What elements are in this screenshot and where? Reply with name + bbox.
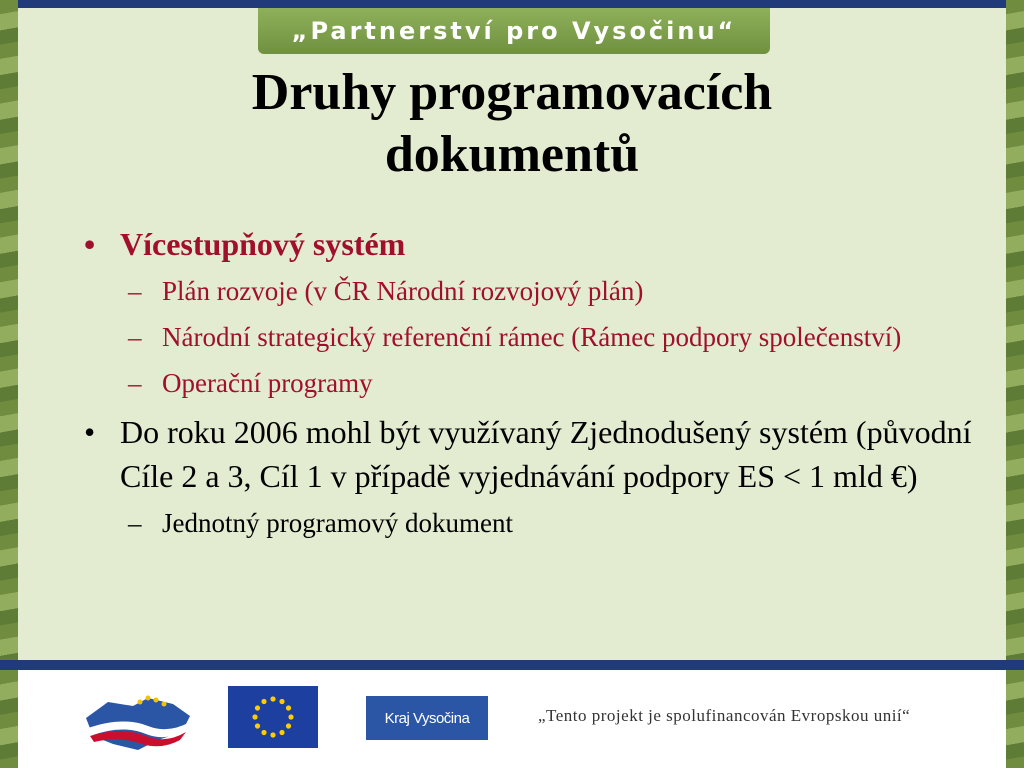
left-decor-border xyxy=(0,0,18,768)
bullet-text: Vícestupňový systém xyxy=(120,226,406,262)
right-decor-border xyxy=(1006,0,1024,768)
slide-title-line2: dokumentů xyxy=(384,126,640,183)
cofinancing-note: „Tento projekt je spolufinancován Evropskou unií“ xyxy=(538,706,911,725)
bullet-marker: • xyxy=(84,226,96,262)
dash-marker: – xyxy=(128,276,142,306)
sub-bullet-text: Národní strategický referenční rámec (Rámec podpory společenství) xyxy=(162,322,902,352)
bullet-item xyxy=(80,222,980,266)
dash-marker: – xyxy=(128,322,142,352)
slide-title-line1: Druhy programovacích xyxy=(251,64,773,121)
bullet-item xyxy=(80,410,980,498)
header-banner: „Partnerství pro Vysočinu“ xyxy=(258,8,770,54)
sub-bullet-text: Plán rozvoje (v ČR Národní rozvojový plán) xyxy=(162,276,644,306)
footer xyxy=(18,670,1006,768)
dash-marker: – xyxy=(128,368,142,398)
eu-flag-logo xyxy=(228,686,318,748)
kraj-vysocina-logo: Kraj Vysočina xyxy=(366,696,488,740)
sub-bullet-item xyxy=(80,364,980,402)
bullet-marker: • xyxy=(84,414,96,450)
czech-map-flag-logo-icon xyxy=(78,688,198,758)
sub-bullet-item xyxy=(80,318,980,356)
sub-bullet-text: Jednotný programový dokument xyxy=(162,508,513,538)
slide-title xyxy=(18,62,1006,186)
bullet-list xyxy=(80,222,980,550)
bullet-text: Do roku 2006 mohl být využívaný Zjednodušený systém (původní Cíle 2 a 3, Cíl 1 v případě vyjednávání podpory ES < 1 mld €) xyxy=(120,414,972,494)
dash-marker: – xyxy=(128,508,142,538)
sub-bullet-item xyxy=(80,504,980,542)
sub-bullet-text: Operační programy xyxy=(162,368,373,398)
eu-stars-icon xyxy=(228,686,318,748)
top-band xyxy=(0,0,1024,8)
footer-separator xyxy=(0,660,1024,670)
sub-bullet-item xyxy=(80,272,980,310)
